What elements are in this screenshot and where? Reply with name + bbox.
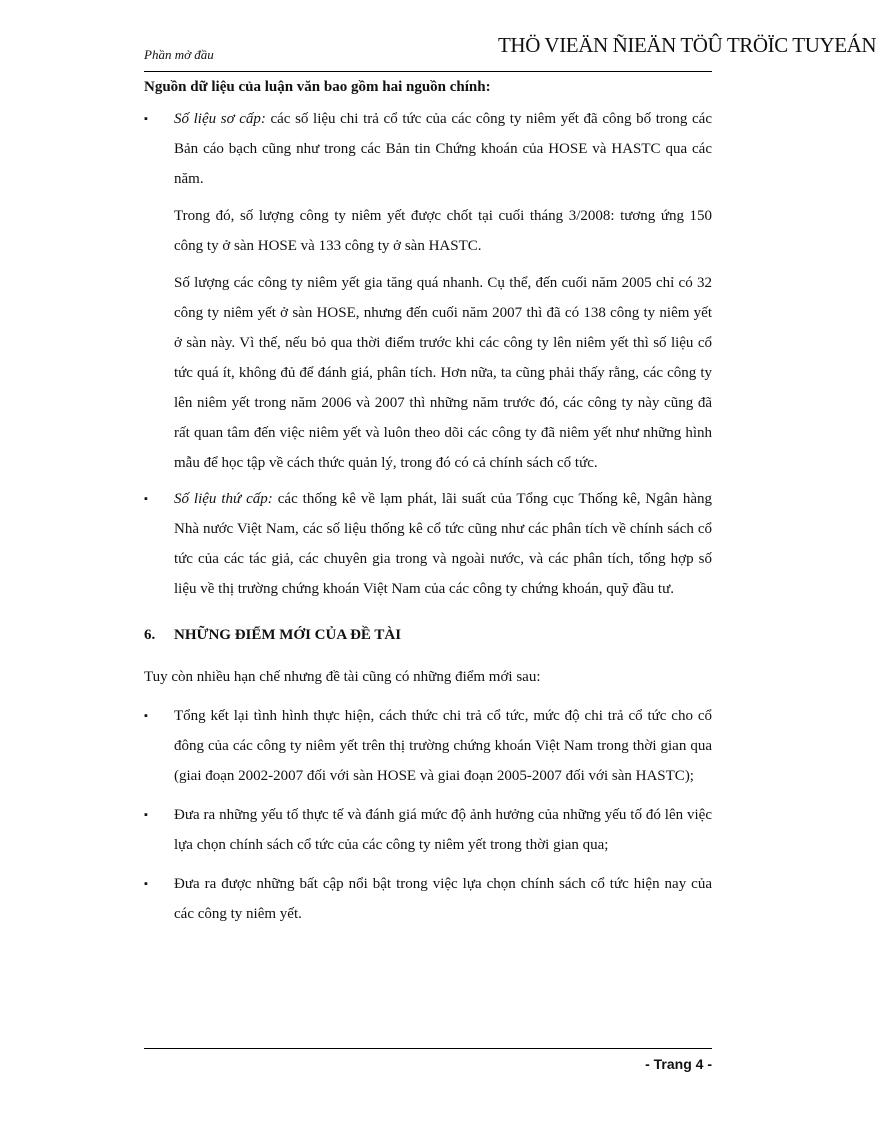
section-intro: Tuy còn nhiều hạn chế nhưng đề tài cũng có những điểm mới sau: xyxy=(144,669,541,685)
secondary-data-item xyxy=(144,484,712,604)
primary-data-paragraph: Số lượng các công ty niêm yết gia tăng quá nhanh. Cụ thể, đến cuối năm 2005 chỉ có 32 công ty niêm yết ở sàn HOSE, nhưng đến cuối năm 2007 thì đã có 138 công ty niêm yết ở sàn này. Vì thế, nếu bỏ qua thời điểm trước khi các công ty lên niêm yết thì số liệu cổ tức quá ít, không đủ để đánh giá, phân tích. Hơn nữa, ta cũng phải thấy rằng, các công ty lên niêm yết trong năm 2006 và 2007 thì những năm trước đó, các công ty này cũng đã rất quan tâm đến việc niêm yết và luôn theo dõi các công ty đã niêm yết như những hình mẫu để học tập về cách thức quản lý, trong đó có cả chính sách cổ tức. xyxy=(174,275,712,471)
new-point-text: Đưa ra những yếu tố thực tế và đánh giá mức độ ảnh hưởng của những yếu tố đó lên việc lựa chọn chính sách cổ tức của các công ty niêm yết trong thời gian qua; xyxy=(174,807,712,853)
bullet-square-icon: ▪ xyxy=(144,710,148,722)
bullet-square-icon: ▪ xyxy=(144,493,148,505)
section-number: 6. xyxy=(144,627,156,643)
footer-divider xyxy=(144,1048,712,1049)
secondary-data-text: các thống kê về lạm phát, lãi suất của Tổng cục Thống kê, Ngân hàng Nhà nước Việt Nam, các số liệu thống kê cổ tức cũng như các phân tích về chính sách cổ tức của các tác giả, các chuyên gia trong và ngoài nước, và các phân tích, tổng hợp số liệu về thị trường chứng khoán Việt Nam của các công ty chứng khoán, quỹ đầu tư. xyxy=(174,491,712,597)
header-divider xyxy=(144,71,712,72)
section-title: NHỮNG ĐIỂM MỚI CỦA ĐỀ TÀI xyxy=(174,627,402,643)
secondary-data-term: Số liệu thứ cấp: xyxy=(174,491,273,507)
section-heading xyxy=(144,620,712,650)
new-point-item xyxy=(144,800,712,860)
header-site-name: THÖ VIEÄN ÑIEÄN TÖÛ TRÖÏC TUYEÁN xyxy=(498,33,876,57)
primary-data-item xyxy=(144,104,712,194)
sources-lead: Nguồn dữ liệu của luận văn bao gồm hai nguồn chính: xyxy=(144,79,491,95)
primary-data-term: Số liệu sơ cấp: xyxy=(174,111,266,127)
new-point-item xyxy=(144,869,712,929)
bullet-square-icon: ▪ xyxy=(144,113,148,125)
page-number: - Trang 4 - xyxy=(645,1056,712,1072)
bullet-square-icon: ▪ xyxy=(144,809,148,821)
new-point-item xyxy=(144,701,712,791)
bullet-square-icon: ▪ xyxy=(144,878,148,890)
primary-data-paragraph: Trong đó, số lượng công ty niêm yết được chốt tại cuối tháng 3/2008: tương ứng 150 công ty ở sàn HOSE và 133 công ty ở sàn HASTC. xyxy=(174,208,712,254)
primary-data-text: các số liệu chi trả cổ tức của các công ty niêm yết đã công bố trong các Bản cáo bạch cũng như trong các Bản tin Chứng khoán của HOSE và HASTC qua các năm. xyxy=(174,111,712,187)
new-point-text: Đưa ra được những bất cập nổi bật trong việc lựa chọn chính sách cổ tức hiện nay của các công ty niêm yết. xyxy=(174,876,712,922)
header-section-label: Phần mở đầu xyxy=(144,47,214,62)
new-point-text: Tổng kết lại tình hình thực hiện, cách thức chi trả cổ tức, mức độ chi trả cổ tức cho cổ đông của các công ty niêm yết trên thị trường chứng khoán Việt Nam trong thời gian qua (giai đoạn 2002-2007 đối với sàn HOSE và giai đoạn 2005-2007 đối với sàn HASTC); xyxy=(174,708,712,784)
body-content xyxy=(144,74,712,929)
